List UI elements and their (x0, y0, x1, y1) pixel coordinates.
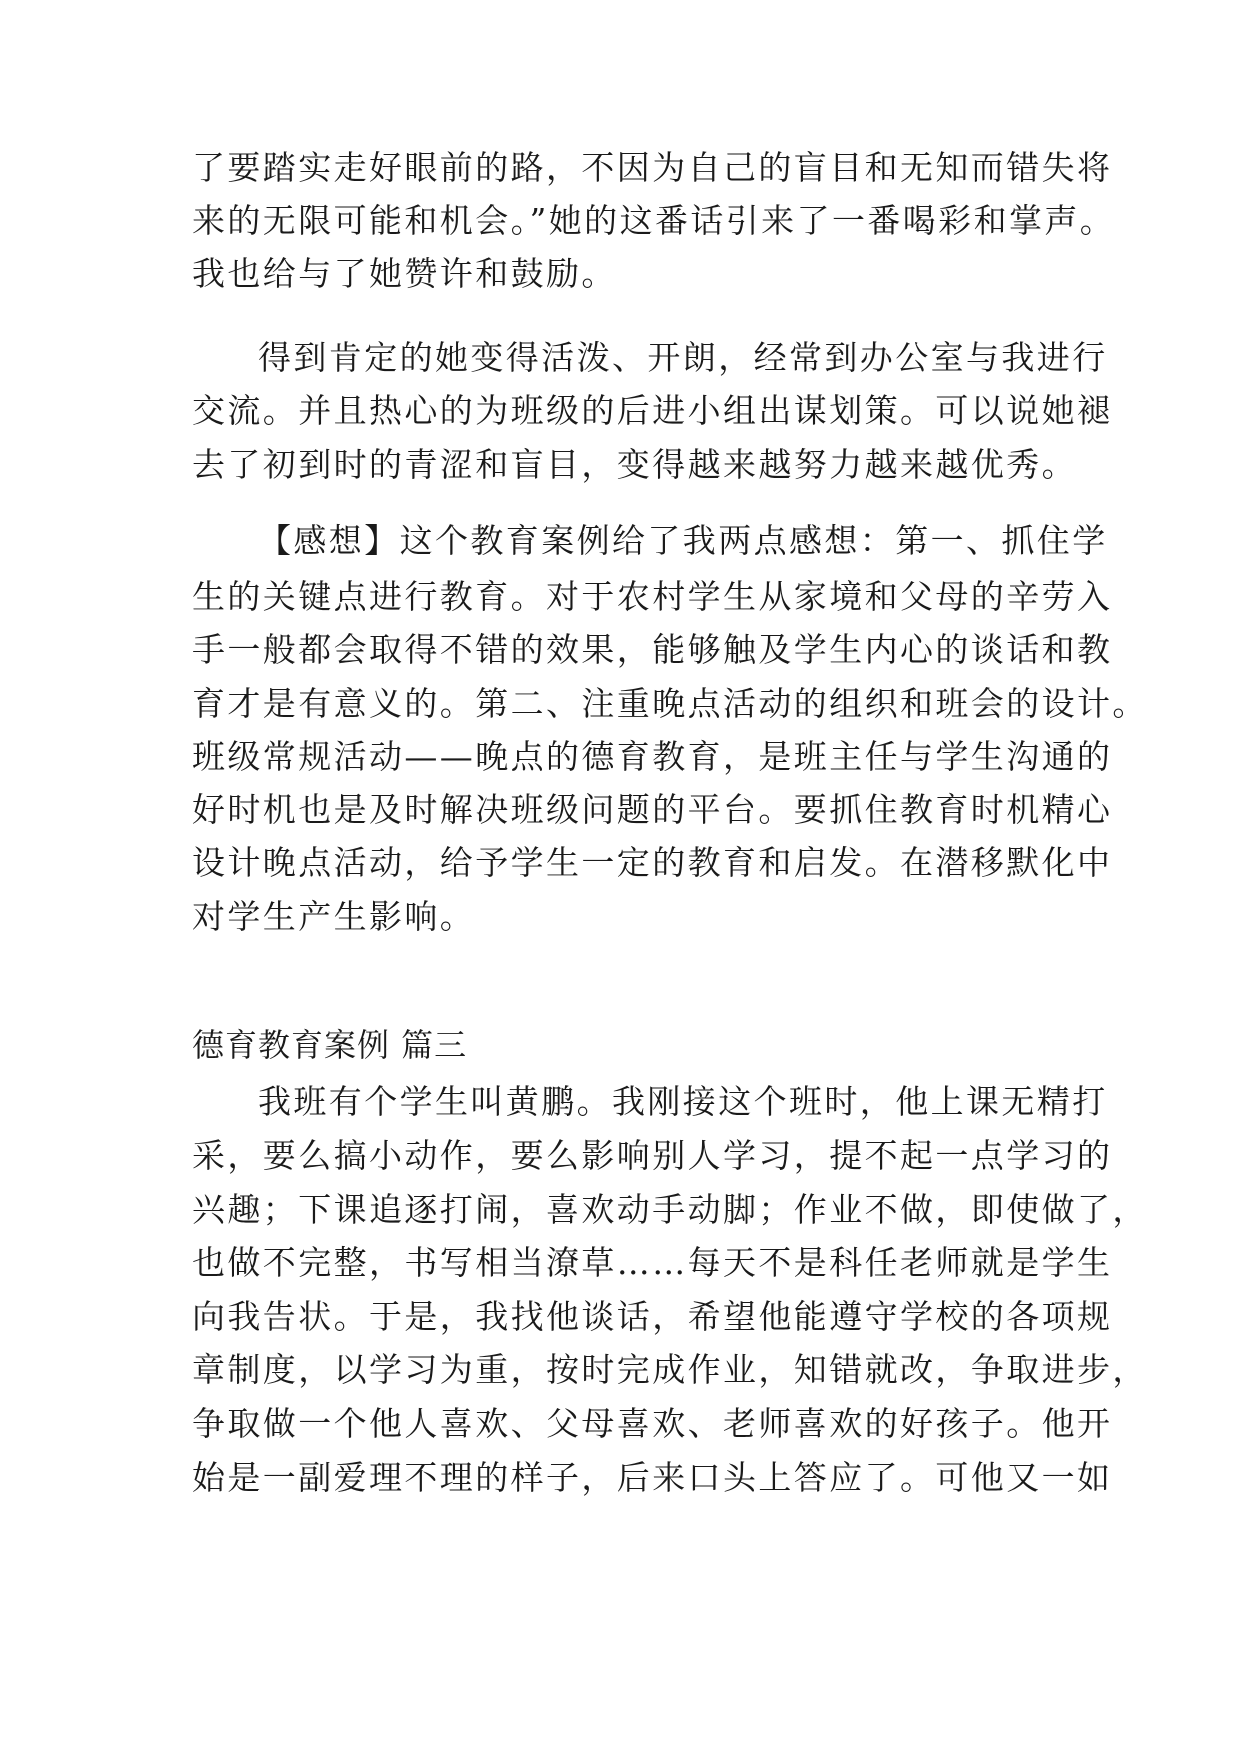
paragraph-line: 也做不完整，书写相当潦草……每天不是科任老师就是学生 (192, 1243, 1113, 1282)
paragraph-line: 手一般都会取得不错的效果，能够触及学生内心的谈话和教 (192, 630, 1113, 669)
paragraph-line: 班级常规活动——晚点的德育教育，是班主任与学生沟通的 (192, 737, 1113, 776)
paragraph-line: 生的关键点进行教育。对于农村学生从家境和父母的辛劳入 (192, 577, 1113, 616)
paragraph-line: 始是一副爱理不理的样子，后来口头上答应了。可他又一如 (192, 1458, 1113, 1497)
paragraph-line: 交流。并且热心的为班级的后进小组出谋划策。可以说她褪 (192, 391, 1113, 430)
paragraph-line: 【感想】这个教育案例给了我两点感想：第一、抓住学 (258, 521, 1108, 560)
paragraph-line: 好时机也是及时解决班级问题的平台。要抓住教育时机精心 (192, 790, 1113, 829)
paragraph-line: 对学生产生影响。 (192, 897, 476, 936)
paragraph-line: 我也给与了她赞许和鼓励。 (192, 254, 617, 293)
paragraph-line: 章制度，以学习为重，按时完成作业，知错就改，争取进步， (192, 1350, 1148, 1389)
paragraph-line: 去了初到时的青涩和盲目，变得越来越努力越来越优秀。 (192, 445, 1077, 484)
paragraph-line: 得到肯定的她变得活泼、开朗，经常到办公室与我进行 (258, 338, 1108, 377)
paragraph-line: 育才是有意义的。第二、注重晚点活动的组织和班会的设计。 (192, 684, 1148, 723)
paragraph-line: 设计晚点活动，给予学生一定的教育和启发。在潜移默化中 (192, 843, 1113, 882)
paragraph-line: 来的无限可能和机会。”她的这番话引来了一番喝彩和掌声。 (192, 201, 1116, 240)
paragraph-line: 向我告状。于是，我找他谈话，希望他能遵守学校的各项规 (192, 1297, 1113, 1336)
paragraph-line: 兴趣；下课追逐打闹，喜欢动手动脚；作业不做，即使做了， (192, 1190, 1148, 1229)
paragraph-line: 争取做一个他人喜欢、父母喜欢、老师喜欢的好孩子。他开 (192, 1404, 1113, 1443)
paragraph-line: 了要踏实走好眼前的路，不因为自己的盲目和无知而错失将 (192, 148, 1113, 187)
paragraph-line: 我班有个学生叫黄鹏。我刚接这个班时，他上课无精打 (258, 1082, 1108, 1121)
paragraph-line: 采，要么搞小动作，要么影响别人学习，提不起一点学习的 (192, 1136, 1113, 1175)
section-heading: 德育教育案例 篇三 (192, 1026, 468, 1064)
